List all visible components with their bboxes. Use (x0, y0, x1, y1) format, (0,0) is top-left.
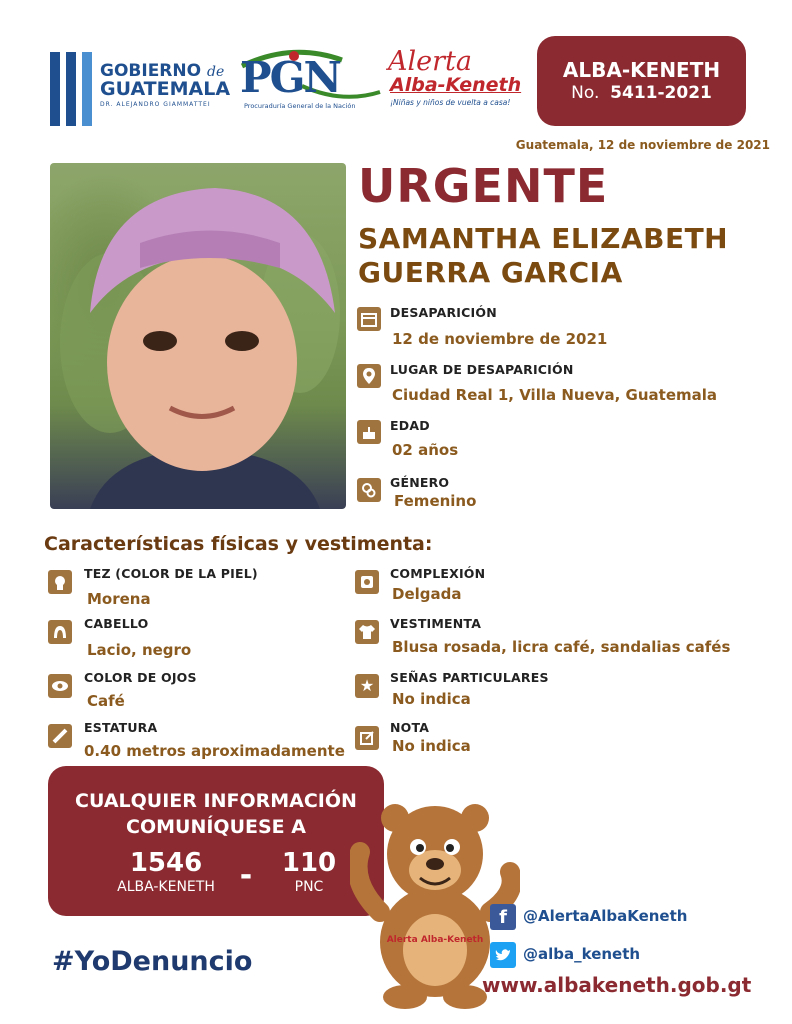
hashtag: #YoDenuncio (52, 946, 253, 977)
scale-icon (355, 570, 379, 594)
issue-date: Guatemala, 12 de noviembre de 2021 (515, 138, 770, 152)
characteristics-heading: Características físicas y vestimenta: (44, 533, 433, 555)
clothing-value: Blusa rosada, licra café, sandalias cafés (392, 638, 731, 656)
hair-value: Lacio, negro (87, 641, 192, 659)
twitter-handle[interactable]: @alba_keneth (523, 945, 641, 963)
eye-icon (48, 674, 72, 698)
numbers-separator: - (239, 858, 253, 893)
build-value: Delgada (392, 585, 462, 603)
case-number: No. 5411-2021 (571, 83, 712, 103)
distinguishing-marks-label: SEÑAS PARTICULARES (390, 670, 549, 685)
disappearance-date-value: 12 de noviembre de 2021 (392, 330, 608, 348)
name-line1: SAMANTHA ELIZABETH (358, 222, 729, 255)
location-label: LUGAR DE DESAPARICIÓN (390, 362, 574, 377)
shirt-icon (355, 620, 379, 644)
clothing-label: VESTIMENTA (390, 616, 482, 631)
case-title: ALBA-KENETH (562, 58, 721, 82)
build-label: COMPLEXIÓN (390, 566, 486, 581)
pgn-logo: PGN (240, 53, 340, 102)
alerta-logo-line2: Alba-Keneth (390, 74, 522, 96)
hotline-alba-keneth-label: ALBA-KENETH (117, 879, 215, 895)
age-value: 02 años (392, 441, 459, 459)
hotline-pnc: 110 (281, 848, 337, 878)
note-value: No indica (392, 737, 471, 755)
website-link[interactable]: www.albakeneth.gob.gt (482, 973, 752, 997)
case-number-box (537, 36, 746, 126)
pgn-subtitle: Procuraduría General de la Nación (244, 102, 356, 110)
child-name (358, 222, 728, 290)
gobierno-logo-text: GOBIERNO de (100, 61, 225, 81)
ruler-icon (48, 724, 72, 748)
bear-badge-text: Alerta Alba-Keneth (386, 935, 484, 945)
star-icon: ★ (355, 674, 379, 698)
gender-label: GÉNERO (390, 475, 450, 490)
facebook-handle[interactable]: @AlertaAlbaKeneth (523, 907, 688, 925)
hotline-alba-keneth: 1546 (129, 848, 203, 878)
head-profile-icon (48, 570, 72, 594)
facebook-icon[interactable]: f (490, 904, 516, 930)
name-line2: GUERRA GARCIA (358, 256, 623, 289)
skin-tone-label: TEZ (COLOR DE LA PIEL) (84, 566, 258, 581)
gobierno-logo-bars (50, 52, 92, 126)
calendar-icon (357, 307, 381, 331)
note-edit-icon (355, 726, 379, 750)
gobierno-logo-president: DR. ALEJANDRO GIAMMATTEI (100, 101, 211, 108)
height-label: ESTATURA (84, 720, 158, 735)
eye-color-value: Café (87, 692, 125, 710)
twitter-icon[interactable] (490, 942, 516, 968)
alerta-logo-tagline: ¡Niñas y niños de vuelta a casa! (390, 98, 511, 107)
contact-box (48, 766, 384, 916)
disappearance-date-label: DESAPARICIÓN (390, 305, 497, 320)
height-value: 0.40 metros aproximadamente (84, 742, 345, 760)
distinguishing-marks-value: No indica (392, 690, 471, 708)
alerta-logo-line1: Alerta (388, 46, 472, 77)
hotline-pnc-label: PNC (294, 879, 324, 895)
location-value: Ciudad Real 1, Villa Nueva, Guatemala (392, 386, 718, 404)
contact-heading: CUALQUIER INFORMACIÓN COMUNÍQUESE A (75, 790, 357, 838)
age-label: EDAD (390, 418, 430, 433)
urgent-title: URGENTE (358, 159, 609, 213)
gobierno-logo-guatemala: GUATEMALA (100, 78, 231, 100)
child-illustration (50, 163, 346, 509)
gender-value: Femenino (394, 492, 477, 510)
gender-icon (357, 478, 381, 502)
hair-icon (48, 620, 72, 644)
location-pin-icon (357, 364, 381, 388)
missing-child-photo (50, 163, 346, 509)
birthday-cake-icon (357, 420, 381, 444)
note-label: NOTA (390, 720, 430, 735)
skin-tone-value: Morena (87, 590, 151, 608)
hair-label: CABELLO (84, 616, 149, 631)
eye-color-label: COLOR DE OJOS (84, 670, 197, 685)
